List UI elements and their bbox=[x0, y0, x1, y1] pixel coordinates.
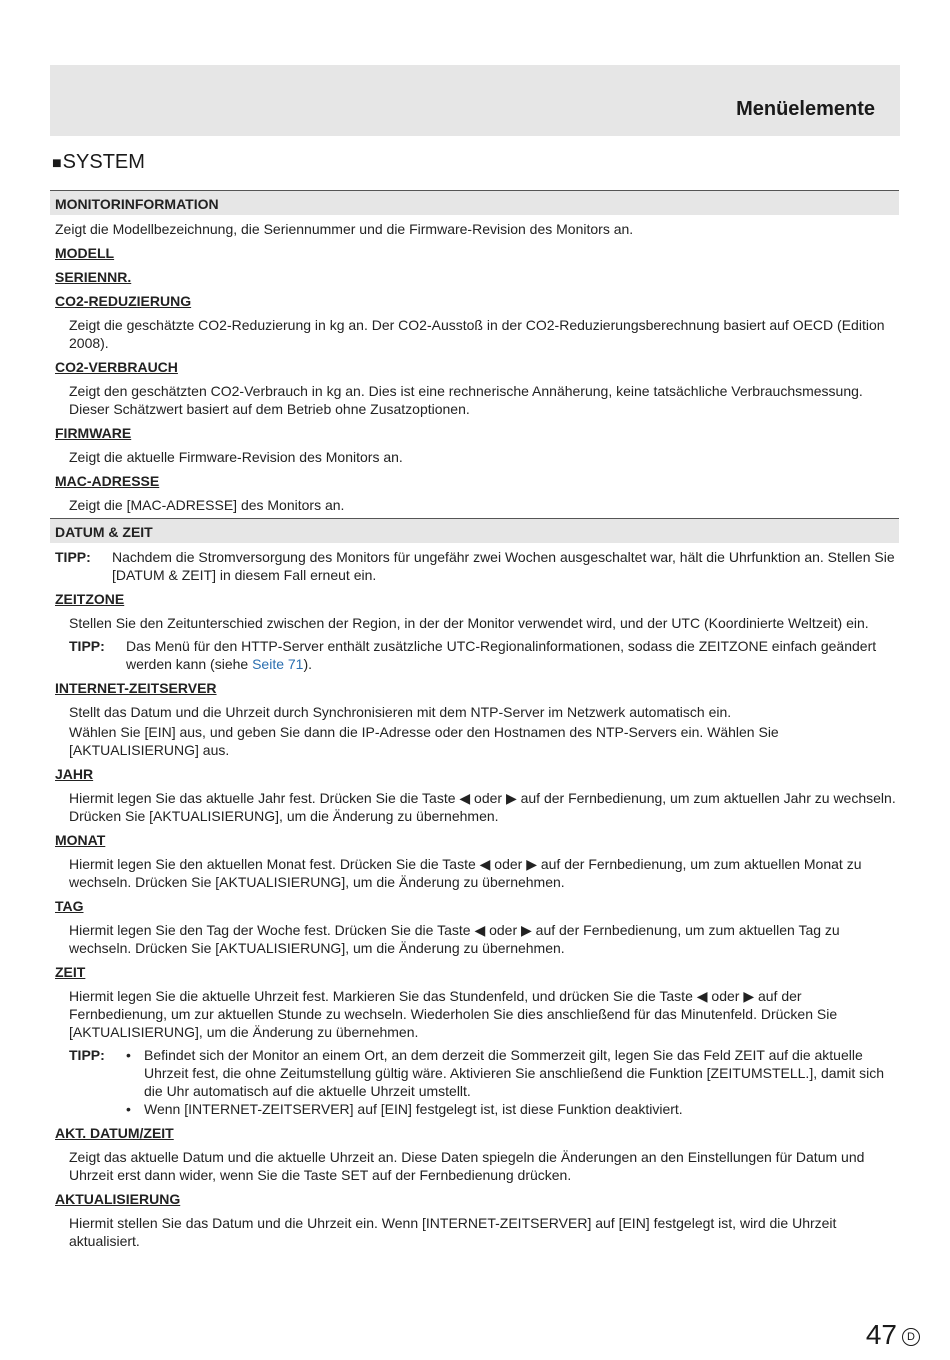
heading-akt-datum-zeit: AKT. DATUM/ZEIT bbox=[55, 1125, 174, 1141]
heading-tag: TAG bbox=[55, 898, 84, 914]
tip-bullet-list bbox=[126, 1046, 899, 1118]
page-header-title: Menüelemente bbox=[736, 98, 875, 120]
bullet-icon: • bbox=[126, 1101, 131, 1117]
page-number bbox=[866, 1320, 920, 1350]
text-monat: Hiermit legen Sie den aktuellen Monat fest. Drücken Sie die Taste ◀ oder ▶ auf der Fernbedienung, um zum aktuellen Monat zu wechseln. Drücken Sie [AKTUALISIERUNG], um die Änderung zu übernehmen. bbox=[69, 856, 862, 890]
tip-text-body: Das Menü für den HTTP-Server enthält zusätzliche UTC-Regionalinformationen, sodass die ZEITZONE einfach geändert werden kann (siehe bbox=[126, 638, 877, 672]
tip-datum-zeit bbox=[50, 543, 899, 584]
heading-jahr: JAHR bbox=[55, 766, 94, 782]
square-bullet-icon: ■ bbox=[52, 155, 62, 172]
page-link[interactable]: Seite 71 bbox=[252, 656, 304, 672]
heading-aktualisierung: AKTUALISIERUNG bbox=[55, 1191, 181, 1207]
text-mac-adresse: Zeigt die [MAC-ADRESSE] des Monitors an. bbox=[69, 497, 345, 513]
text-internet-zeitserver-2: Wählen Sie [EIN] aus, und geben Sie dann die IP-Adresse oder den Hostnamen des NTP-Servers ein. Wählen Sie [AKTUALISIERUNG] aus. bbox=[69, 724, 779, 758]
text-zeitzone: Stellen Sie den Zeitunterschied zwischen der Region, in der der Monitor verwendet wird, und der UTC (Koordinierte Weltzeit) ein. bbox=[69, 615, 869, 631]
heading-mac-adresse: MAC-ADRESSE bbox=[55, 473, 160, 489]
text-tag: Hiermit legen Sie den Tag der Woche fest. Drücken Sie die Taste ◀ oder ▶ auf der Fernbedienung, um zum aktuellen Tag zu wechseln. Drücken Sie [AKTUALISIERUNG], um die Änderung zu übernehmen. bbox=[69, 922, 840, 956]
text-co2-reduzierung: Zeigt die geschätzte CO2-Reduzierung in kg an. Der CO2-Ausstoß in der CO2-Reduzierungsberechnung basiert auf OECD (Edition 2008). bbox=[69, 317, 885, 351]
heading-zeitzone: ZEITZONE bbox=[55, 591, 125, 607]
text-internet-zeitserver-1: Stellt das Datum und die Uhrzeit durch Synchronisieren mit dem NTP-Server im Netzwerk automatisch ein. bbox=[69, 704, 732, 720]
bullet-text: Wenn [INTERNET-ZEITSERVER] auf [EIN] festgelegt ist, ist diese Funktion deaktiviert. bbox=[144, 1101, 683, 1117]
tip-text bbox=[126, 637, 899, 673]
text-zeit: Hiermit legen Sie die aktuelle Uhrzeit fest. Markieren Sie das Stundenfeld, und drücken Sie die Taste ◀ oder ▶ auf der Fernbedienung, um zur aktuellen Stunde zu wechseln. Wiederholen Sie dies anschließend für das Minutenfeld. Drücken Sie [AKTUALISIERUNG], um die Änderung zu übernehmen. bbox=[69, 988, 838, 1040]
bullet-icon: • bbox=[126, 1047, 131, 1063]
heading-zeit: ZEIT bbox=[55, 964, 86, 980]
list-item bbox=[126, 1046, 899, 1100]
tip-label: TIPP: bbox=[69, 638, 105, 654]
tip-label: TIPP: bbox=[69, 1047, 105, 1063]
section-title bbox=[52, 150, 145, 176]
list-item bbox=[126, 1100, 899, 1118]
text-co2-verbrauch: Zeigt den geschätzten CO2-Verbrauch in kg an. Dies ist eine rechnerische Annäherung, keine tatsächliche Verbrauchsmessung. Dieser Schätzwert basiert auf dem Betrieb ohne Zusatzoptionen. bbox=[69, 383, 863, 417]
heading-modell: MODELL bbox=[55, 245, 115, 261]
heading-monat: MONAT bbox=[55, 832, 106, 848]
tip-text-end: ). bbox=[303, 656, 313, 672]
text-aktualisierung: Hiermit stellen Sie das Datum und die Uhrzeit ein. Wenn [INTERNET-ZEITSERVER] auf [EIN] festgelegt ist, wird die Uhrzeit aktualisiert. bbox=[69, 1215, 837, 1249]
tip-zeit bbox=[50, 1041, 899, 1118]
language-badge-icon: D bbox=[902, 1328, 920, 1346]
page-number-text: 47 bbox=[865, 1319, 897, 1350]
monitorinformation-text: Zeigt die Modellbezeichnung, die Seriennummer und die Firmware-Revision des Monitors an. bbox=[55, 221, 634, 237]
heading-internet-zeitserver: INTERNET-ZEITSERVER bbox=[55, 680, 217, 696]
heading-co2-verbrauch: CO2-VERBRAUCH bbox=[55, 359, 178, 375]
heading-co2-reduzierung: CO2-REDUZIERUNG bbox=[55, 293, 192, 309]
header-band bbox=[50, 65, 900, 136]
tip-zeitzone bbox=[50, 632, 899, 673]
tip-label: TIPP: bbox=[55, 549, 91, 565]
section-title-text: SYSTEM bbox=[62, 151, 145, 173]
band-datum-zeit: DATUM & ZEIT bbox=[50, 518, 899, 543]
heading-firmware: FIRMWARE bbox=[55, 425, 132, 441]
bullet-text: Befindet sich der Monitor an einem Ort, an dem derzeit die Sommerzeit gilt, legen Sie das Feld ZEIT auf die aktuelle Uhrzeit fest, die ohne Zeitumstellung gültig wäre. Aktivieren Sie anschließend die Funktion [ZEITUMSTELL.], damit sich die Uhr automatisch auf die aktuelle Uhrzeit umstellt. bbox=[144, 1047, 885, 1099]
text-jahr: Hiermit legen Sie das aktuelle Jahr fest. Drücken Sie die Taste ◀ oder ▶ auf der Fernbedienung, um zum aktuellen Jahr zu wechseln. Drücken Sie [AKTUALISIERUNG], um die Änderung zu übernehmen. bbox=[69, 790, 896, 824]
text-akt-datum-zeit: Zeigt das aktuelle Datum und die aktuelle Uhrzeit an. Diese Daten spiegeln die Änderungen an den Einstellungen für Datum und Uhrzeit erst dann wider, wenn Sie die Taste SET auf der Fernbedienung drücken. bbox=[69, 1149, 865, 1183]
content bbox=[50, 190, 899, 1250]
tip-text: Nachdem die Stromversorgung des Monitors für ungefähr zwei Wochen ausgeschaltet war, hält die Uhrfunktion an. Stellen Sie [DATUM & ZEIT] in diesem Fall erneut ein. bbox=[112, 549, 895, 583]
heading-seriennr: SERIENNR. bbox=[55, 269, 132, 285]
band-monitorinformation: MONITORINFORMATION bbox=[50, 190, 899, 215]
text-firmware: Zeigt die aktuelle Firmware-Revision des Monitors an. bbox=[69, 449, 403, 465]
